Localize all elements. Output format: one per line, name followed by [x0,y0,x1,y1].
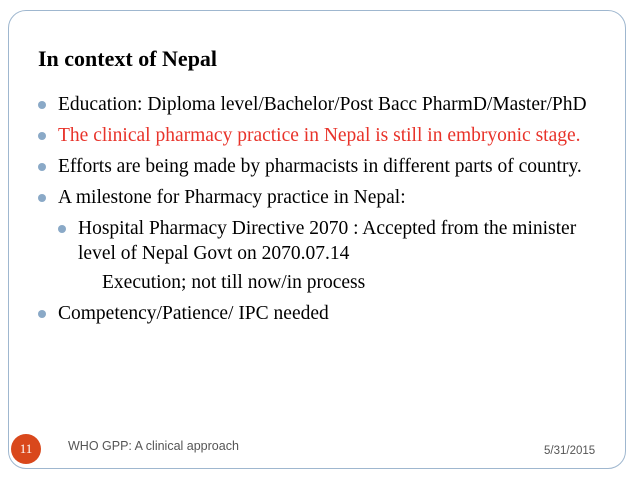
footer-date: 5/31/2015 [544,445,596,457]
bullet-text: Hospital Pharmacy Directive 2070 : Accepted from the minister level of Nepal Govt on 2070.07.14 [78,218,577,264]
bullet-item-education [38,92,598,117]
bullet-icon [38,101,46,109]
bullet-icon [38,163,46,171]
bullet-text: Competency/Patience/ IPC needed [58,303,329,324]
footer-text: WHO GPP: A clinical approach [68,439,239,453]
bullet-icon [38,194,46,202]
bullet-list [38,92,598,332]
bullet-icon [58,225,66,233]
bullet-text: The clinical pharmacy practice in Nepal is still in embryonic stage. [58,125,581,146]
sub-bullet-item-directive [58,216,598,266]
bullet-text: A milestone for Pharmacy practice in Nepal: [58,187,406,208]
bullet-icon [38,132,46,140]
execution-note [38,270,598,295]
bullet-item-competency [38,301,598,326]
bullet-item-milestone [38,185,598,210]
slide-title: In context of Nepal [38,46,218,71]
bullet-text: Efforts are being made by pharmacists in different parts of country. [58,156,582,177]
note-text: Execution; not till now/in process [102,272,366,293]
bullet-icon [38,310,46,318]
bullet-item-efforts [38,154,598,179]
bullet-item-clinical-practice [38,123,598,148]
bullet-text: Education: Diploma level/Bachelor/Post Bacc PharmD/Master/PhD [58,94,587,115]
slide-number-badge: 11 [11,434,41,464]
